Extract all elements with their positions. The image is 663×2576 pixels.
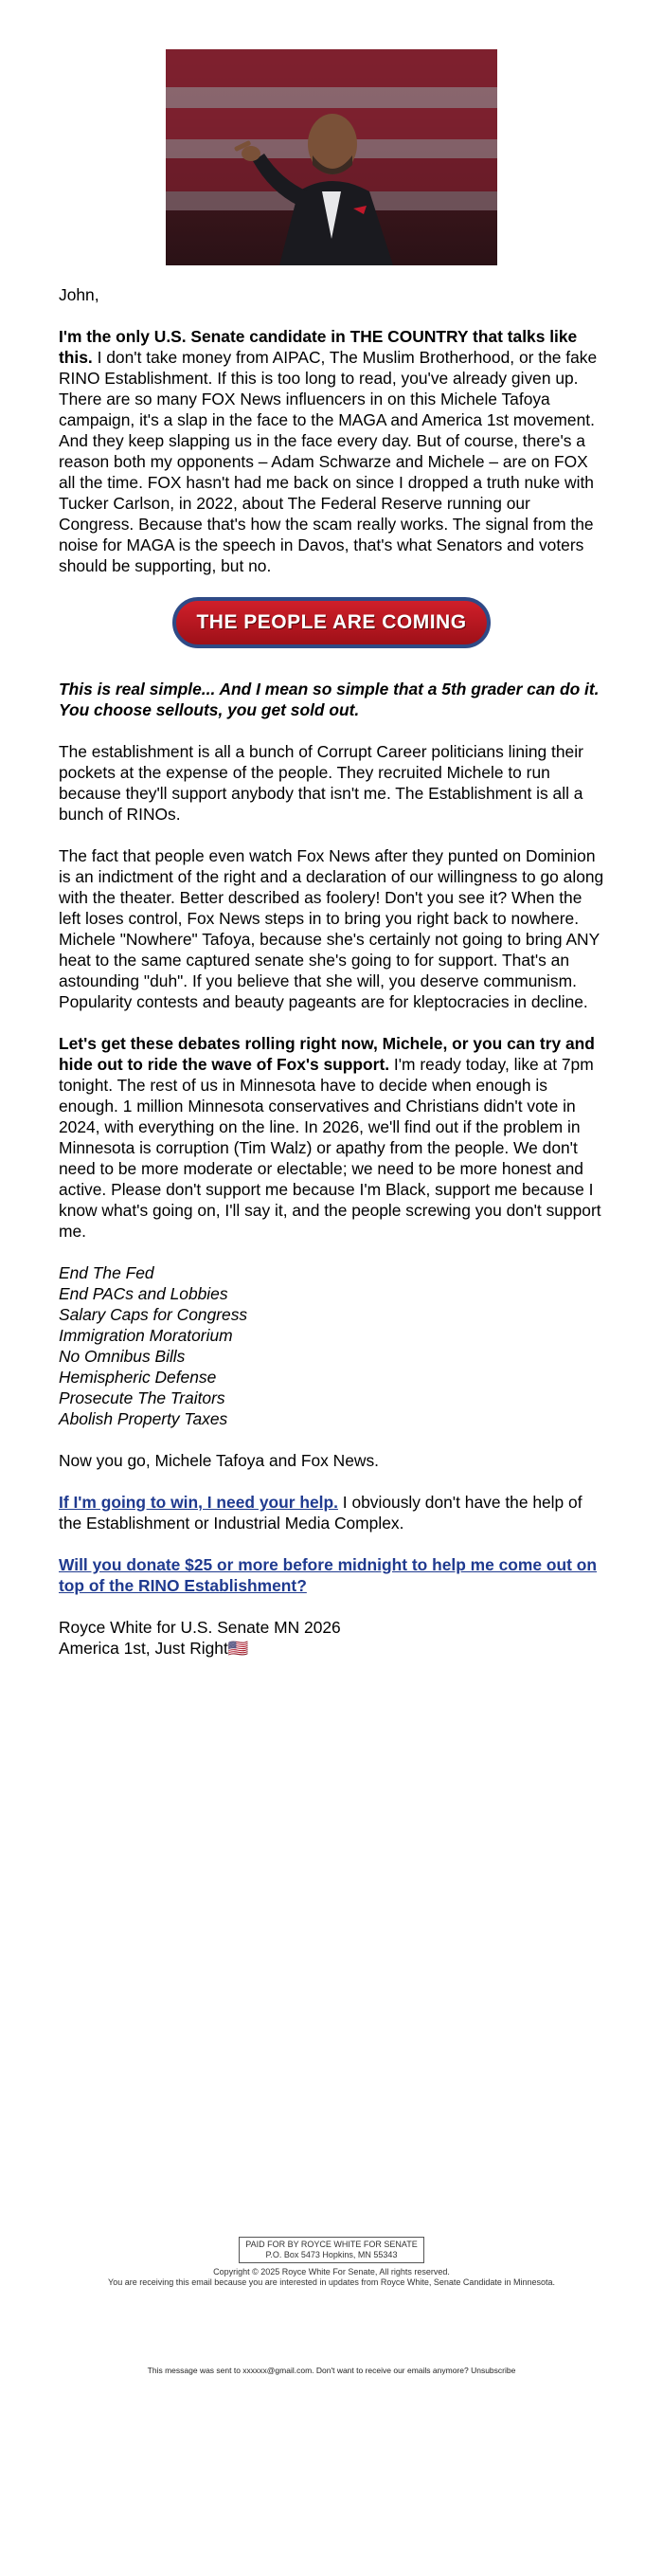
simple-paragraph: This is real simple... And I mean so simple that a 5th grader can do it. You choose sellouts, you get sold out. — [59, 680, 600, 719]
platform-item: Immigration Moratorium — [59, 1326, 233, 1345]
platform-item: Salary Caps for Congress — [59, 1305, 248, 1324]
debates-paragraph — [59, 1033, 604, 1242]
signature — [59, 1617, 604, 1659]
email-body — [59, 284, 604, 1659]
intro-bold: I'm the only U.S. Senate candidate in THE COUNTRY that talks like this. — [59, 327, 578, 367]
platform-list — [59, 1262, 604, 1429]
donate-paragraph — [59, 1554, 604, 1596]
fox-news-paragraph: The fact that people even watch Fox News after they punted on Dominion is an indictment of the right and a declaration of our willingness to go along with the theater. Better described as foolery! Don't you see it? When the left loses control, Fox News steps in to bring you right back to nowhere. Michele "Nowhere" Tafoya, because she's certainly not going to bring ANY heat to the same captured senate she's going to for support. That's an astounding "duh". If you believe that she will, you deserve communism. Popularity contests and beauty pageants are for kleptocracies in decline. — [59, 846, 604, 1011]
paid-for-box — [239, 2237, 424, 2263]
hero-photo-illustration — [166, 49, 497, 265]
receiving-line: You are receiving this email because you are interested in updates from Royce White, Senate Candidate in Minnesota. — [108, 2277, 555, 2287]
copyright-line: Copyright © 2025 Royce White For Senate, All rights reserved. — [213, 2267, 450, 2277]
greeting: John, — [59, 285, 99, 304]
intro-paragraph — [59, 326, 604, 576]
debates-bold: Let's get these debates rolling right now, Michele, or you can try and hide out to ride the wave of Fox's support. — [59, 1034, 595, 1074]
paid-for-line: PAID FOR BY ROYCE WHITE FOR SENATE — [245, 2240, 418, 2249]
platform-item: Abolish Property Taxes — [59, 1409, 228, 1428]
platform-item: No Omnibus Bills — [59, 1347, 186, 1366]
hero-photo — [166, 49, 497, 265]
footer — [0, 2237, 663, 2288]
need-your-help-link[interactable]: If I'm going to win, I need your help. — [59, 1493, 338, 1512]
donate-link[interactable]: Will you donate $25 or more before midnight to help me come out on top of the RINO Establishment? — [59, 1555, 597, 1595]
signature-line: Royce White for U.S. Senate MN 2026 — [59, 1618, 341, 1637]
address-line: P.O. Box 5473 Hopkins, MN 55343 — [265, 2250, 398, 2259]
platform-item: End The Fed — [59, 1263, 154, 1282]
help-paragraph — [59, 1492, 604, 1533]
establishment-paragraph: The establishment is all a bunch of Corrupt Career politicians lining their pockets at the expense of the people. They recruited Michele to run because they'll support anybody that isn't me. The Establishment is all a bunch of RINOs. — [59, 742, 583, 824]
unsubscribe-line[interactable]: This message was sent to xxxxxx@gmail.com. Don't want to receive our emails anymore? Unsubscribe — [147, 2366, 516, 2375]
platform-item: End PACs and Lobbies — [59, 1284, 228, 1303]
help-text: I obviously don't have the help of the Establishment or Industrial Media Complex. — [59, 1493, 582, 1533]
platform-item: Hemispheric Defense — [59, 1368, 217, 1387]
signature-line: America 1st, Just Right🇺🇸 — [59, 1639, 249, 1658]
intro-text: I don't take money from AIPAC, The Muslim Brotherhood, or the fake RINO Establishment. If this is too long to read, you've already given up. There are so many FOX News influencers in on this Michele Tafoya campaign, it's a slap in the face to the MAGA and America 1st movement. And they keep slapping us in the face every day. But of course, there's a reason both my opponents – Adam Schwarze and Michele – are on FOX all the time. FOX hasn't had me back on since I dropped a truth nuke with Tucker Carlson, in 2022, about The Federal Reserve running our Congress. Because that's how the scam really works. The signal from the noise for MAGA is the speech in Davos, that's what Senators and voters should be supporting, but no. — [59, 348, 598, 575]
platform-item: Prosecute The Traitors — [59, 1388, 225, 1407]
now-you-go-paragraph: Now you go, Michele Tafoya and Fox News. — [59, 1451, 379, 1470]
people-are-coming-button[interactable]: THE PEOPLE ARE COMING — [172, 597, 491, 648]
debates-text: I'm ready today, like at 7pm tonight. The rest of us in Minnesota have to decide when enough is enough. 1 million Minnesota conservatives and Christians didn't vote in 2024, with everything on the line. In 2026, we'll find out if the problem in Minnesota is corruption (Tim Walz) or apathy from the people. We don't need to be more moderate or electable; we need to be more honest and active. Please don't support me because I'm Black, support me because I know what's going on, I'll say it, and the people screwing you don't support me. — [59, 1055, 601, 1241]
cta-banner-wrap — [59, 597, 604, 654]
